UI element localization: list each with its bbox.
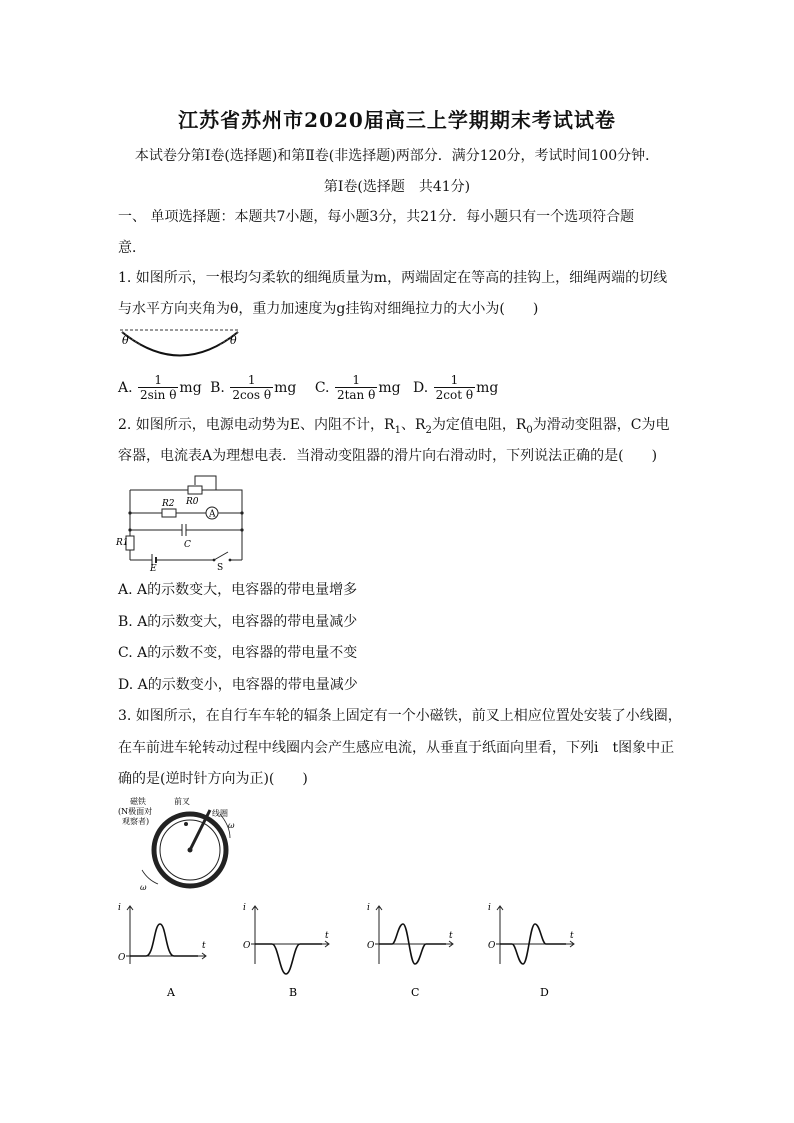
q1-option-b-unit: mg	[274, 379, 297, 396]
q1-option-a-unit: mg	[179, 379, 202, 396]
q2-label-r1: R1	[116, 538, 129, 548]
q1-option-c-den: 2tan θ	[336, 388, 376, 402]
q3-line3: 确的是(逆时针方向为正)( )	[118, 771, 308, 787]
q3-graph-d-y: i	[488, 903, 491, 913]
q2-label-source: E	[150, 564, 157, 572]
q1-option-c-num: 1	[335, 373, 377, 388]
q3-graph-c-y: i	[367, 903, 370, 913]
q3-graph-b-origin: O	[243, 941, 251, 951]
q2-label-switch: S	[217, 563, 224, 572]
q3-graphs	[108, 898, 588, 1002]
q1-option-d-den: 2cot θ	[435, 388, 474, 402]
q1-option-b-letter: B.	[210, 379, 225, 396]
q3-line1: 3. 如图所示，在自行车车轮的辐条上固定有一个小磁铁，前叉上相应位置处安装了小线圈，	[118, 708, 682, 724]
part1-heading: 第Ⅰ卷(选择题 共41分)	[323, 179, 471, 195]
q1-option-b-num: 1	[230, 373, 273, 388]
q1-option-d-letter: D.	[413, 379, 429, 396]
q3-graph-a-y: i	[118, 903, 121, 913]
q3-graph-d-origin: O	[488, 941, 496, 951]
q2-line2: 容器，电流表A为理想电表．当滑动变阻器的滑片向右滑动时，下列说法正确的是( )	[118, 448, 658, 464]
q3-graph-c-origin: O	[367, 941, 375, 951]
q2-line1: 2. 如图所示，电源电动势为E、内阻不计，$R_1$、$R_2$为定值电阻，$R_0$为滑动变阻器，C为电	[118, 417, 670, 436]
q2-option-a[interactable]: A. A的示数变大，电容器的带电量增多	[118, 582, 358, 598]
q1-option-a-letter: A.	[118, 379, 133, 396]
q1-option-c[interactable]	[314, 373, 405, 402]
q1-angle-left: θ	[122, 334, 129, 347]
exam-intro: 本试卷分第Ⅰ卷(选择题)和第Ⅱ卷(非选择题)两部分．满分120分，考试时间100分钟．	[134, 148, 660, 164]
q3-graph-c-x: t	[449, 931, 453, 941]
q2-option-c[interactable]: C. A的示数不变，电容器的带电量不变	[118, 645, 358, 661]
q3-graph-a-label[interactable]: A	[167, 986, 175, 999]
q1-options	[118, 373, 498, 402]
q3-graph-b-label[interactable]: B	[289, 986, 298, 999]
q3-graph-c-label[interactable]: C	[411, 986, 420, 999]
q3-graph-a-origin: O	[118, 953, 126, 963]
q3-wheel-figure	[112, 792, 252, 892]
q3-curve-a	[130, 924, 198, 956]
q1-option-d[interactable]	[413, 373, 499, 402]
q3-label-omega-left: ω	[140, 883, 147, 892]
q1-angle-right: θ	[230, 334, 237, 347]
q2-option-d[interactable]: D. A的示数变小，电容器的带电量减少	[118, 677, 358, 693]
q3-label-magnet-1: 磁铁	[130, 797, 146, 806]
q3-graph-d-label[interactable]: D	[540, 986, 549, 999]
q2-label-ammeter: A	[209, 509, 216, 520]
q3-label-coil: 线圈	[212, 809, 228, 818]
q1-line2: 与水平方向夹角为θ，重力加速度为g挂钩对细绳拉力的大小为( )	[118, 301, 539, 317]
q3-graph-a-x: t	[202, 941, 206, 951]
q2-label-r2: R2	[162, 499, 175, 509]
exam-title: 江苏省苏州市2020届高三上学期期末考试试卷	[178, 108, 616, 132]
q1-line1: 1. 如图所示，一根均匀柔软的细绳质量为m，两端固定在等高的挂钩上，细绳两端的切线	[118, 270, 668, 286]
q3-graph-d-x: t	[570, 931, 574, 941]
q1-option-a-num: 1	[138, 373, 178, 388]
q3-line2: 在车前进车轮转动过程中线圈内会产生感应电流，从垂直于纸面向里看，下列i t图象中正	[118, 740, 675, 756]
q3-label-omega-right: ω	[228, 821, 235, 830]
q3-graph-b-y: i	[243, 903, 246, 913]
q1-option-d-unit: mg	[476, 379, 499, 396]
q2-label-capacitor: C	[184, 540, 191, 550]
q2-label-r0: R0	[186, 497, 199, 507]
q1-option-b-den: 2cos θ	[232, 388, 272, 402]
q3-label-fork: 前叉	[174, 797, 190, 806]
section1-line1: 一、 单项选择题：本题共7小题，每小题3分，共21分．每小题只有一个选项符合题	[118, 209, 635, 225]
q3-graph-b-x: t	[325, 931, 329, 941]
section1-line2: 意．	[118, 240, 146, 256]
q1-option-c-letter: C.	[314, 379, 330, 396]
q3-label-magnet-3: 观察者)	[122, 817, 150, 826]
q1-option-d-num: 1	[434, 373, 475, 388]
q2-circuit-figure	[114, 472, 250, 572]
q1-rope-figure	[116, 324, 246, 364]
q1-option-a-den: 2sin θ	[140, 388, 177, 402]
q1-option-c-unit: mg	[378, 379, 401, 396]
q3-label-magnet-2: (N极面对	[118, 807, 153, 816]
q2-option-b[interactable]: B. A的示数变大，电容器的带电量减少	[118, 614, 358, 630]
q3-curve-b	[255, 944, 322, 974]
q1-option-b[interactable]	[210, 373, 301, 402]
q1-option-a[interactable]	[118, 373, 206, 402]
